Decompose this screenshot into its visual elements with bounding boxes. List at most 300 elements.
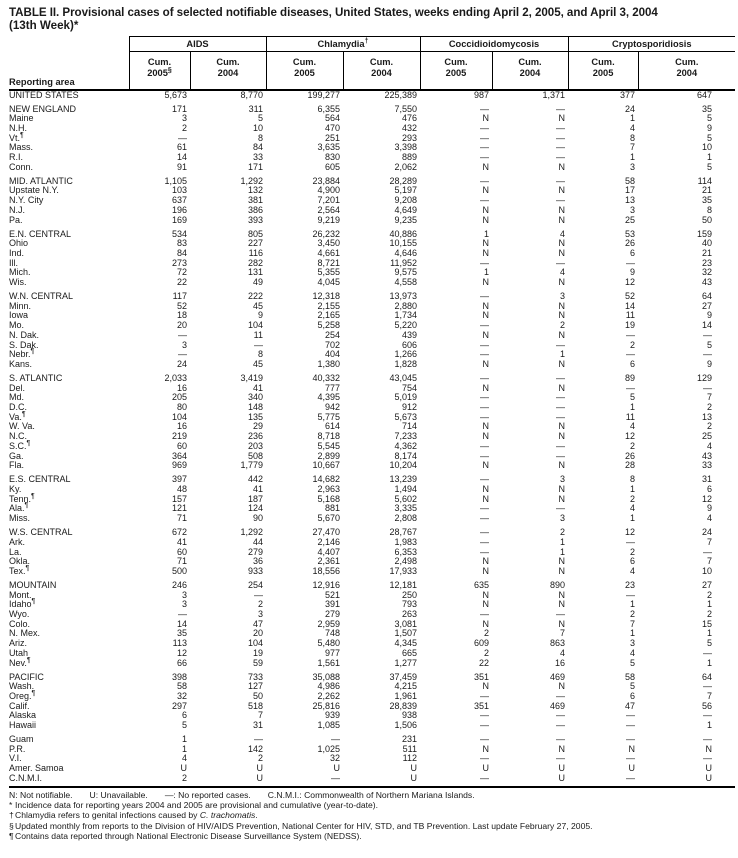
- table-row: [9, 673, 735, 683]
- cell-value: —: [556, 195, 566, 206]
- cell-value: 391: [324, 599, 340, 610]
- cell-value: 52: [176, 300, 187, 311]
- cell-value: 2,165: [317, 310, 340, 321]
- cell-value: 5: [707, 638, 713, 649]
- cell-value: 1: [707, 628, 713, 639]
- cell-value: 48: [176, 484, 187, 494]
- cell-value: N: [482, 238, 490, 249]
- table-row: [9, 413, 735, 423]
- cell-value: 13,973: [389, 291, 418, 302]
- cell-value: N: [482, 618, 490, 629]
- row-label: Del.: [9, 382, 26, 393]
- cell-value: 43: [702, 277, 713, 288]
- table-row: [9, 514, 735, 524]
- cell-value: —: [178, 609, 187, 620]
- cell-value: 702: [324, 339, 340, 350]
- cell-value: N: [558, 743, 566, 754]
- table-row: [9, 774, 735, 787]
- cell-value: 84: [252, 142, 263, 153]
- cell-value: 889: [401, 152, 418, 163]
- row-label: Tex.¶: [9, 564, 30, 576]
- cell-value: 293: [401, 132, 418, 143]
- cell-value: 27: [702, 300, 713, 311]
- cell-value: 7: [707, 690, 713, 701]
- row-label: Colo.: [9, 618, 31, 629]
- cell-value: —: [178, 329, 187, 340]
- cell-value: —: [556, 372, 566, 383]
- cell-value: N: [558, 421, 566, 432]
- cell-value: 2: [630, 609, 636, 620]
- row-label: Guam: [9, 734, 34, 745]
- cell-value: 5,775: [317, 411, 340, 422]
- row-label: N. Mex.: [9, 628, 41, 639]
- cell-value: 6: [630, 358, 636, 369]
- cell-value: 11: [625, 310, 636, 321]
- table-row: [9, 331, 735, 341]
- row-label: Va.¶: [9, 410, 26, 422]
- row-label: Mich.: [9, 267, 31, 278]
- footnotes: [9, 790, 735, 842]
- cell-value: N: [482, 565, 490, 576]
- cell-value: —: [480, 753, 490, 764]
- cell-value: 282: [247, 257, 263, 268]
- table-row: [9, 134, 735, 144]
- cell-value: —: [480, 175, 490, 186]
- cell-value: 863: [550, 638, 566, 649]
- cell-value: 3: [560, 513, 566, 524]
- cell-value: 2,899: [317, 450, 340, 461]
- cell-value: 19: [625, 320, 636, 331]
- table-row: [9, 239, 735, 249]
- cell-value: 5,258: [317, 320, 340, 331]
- cell-value: N: [558, 431, 566, 442]
- row-label: Minn.: [9, 300, 32, 311]
- cell-value: 3: [560, 474, 566, 485]
- cell-value: 121: [171, 503, 187, 514]
- cell-value: 890: [550, 579, 566, 590]
- cell-value: —: [556, 142, 566, 153]
- row-label: W. Va.: [9, 421, 35, 432]
- row-label: Ind.: [9, 247, 25, 258]
- column-header-coccidioidomycosis-cum-2005: Cum. 2005: [420, 52, 492, 90]
- cell-value: 89: [625, 372, 636, 383]
- cell-value: 805: [247, 228, 263, 239]
- cell-value: —: [556, 175, 566, 186]
- table-row: [9, 538, 735, 548]
- cell-value: —: [480, 320, 490, 331]
- cell-value: 8,174: [394, 450, 418, 461]
- cell-value: 830: [324, 152, 340, 163]
- cell-value: 5: [181, 720, 187, 731]
- legend-item: —: No reported cases.: [164, 789, 251, 800]
- cell-value: N: [482, 277, 490, 288]
- cell-value: 1: [181, 734, 187, 745]
- cell-value: N: [482, 113, 490, 124]
- row-label: Mo.: [9, 320, 25, 331]
- cell-value: U: [705, 763, 713, 774]
- cell-value: —: [703, 349, 713, 360]
- cell-value: 28,839: [389, 700, 418, 711]
- cell-value: 609: [473, 638, 490, 649]
- row-label: Calif.: [9, 700, 30, 711]
- cell-value: 21: [702, 185, 713, 196]
- cell-value: 614: [324, 421, 340, 432]
- cell-value: 534: [171, 228, 187, 239]
- cell-value: 4,986: [317, 681, 340, 692]
- cell-value: 80: [176, 402, 187, 413]
- cell-value: 16: [555, 657, 566, 668]
- row-label: Mont.: [9, 589, 32, 600]
- cell-value: —: [480, 513, 490, 524]
- cell-value: —: [480, 734, 490, 745]
- cell-value: 263: [401, 609, 418, 620]
- cell-value: 881: [324, 503, 340, 514]
- cell-value: —: [626, 349, 636, 360]
- cell-value: 25: [702, 431, 713, 442]
- cell-value: 733: [247, 671, 263, 682]
- row-label: Alaska: [9, 710, 37, 721]
- cell-value: —: [556, 103, 566, 114]
- cell-value: 5,670: [317, 513, 340, 524]
- cell-value: 117: [172, 291, 187, 302]
- cell-value: 5: [707, 113, 713, 124]
- cell-value: 3,450: [317, 238, 340, 249]
- cell-value: 2: [630, 546, 636, 557]
- cell-value: 637: [171, 195, 187, 206]
- cell-value: 205: [171, 392, 187, 403]
- cell-value: 132: [247, 185, 263, 196]
- cell-value: 2,062: [394, 161, 418, 172]
- cell-value: 49: [252, 277, 263, 288]
- cell-value: N: [482, 589, 490, 600]
- cell-value: 1: [630, 152, 636, 163]
- cell-value: U: [180, 763, 187, 774]
- cell-value: N: [558, 681, 566, 692]
- table-row: [9, 649, 735, 659]
- cell-value: 3,419: [240, 372, 263, 383]
- column-header-coccidioidomycosis-cum-2004: Cum. 2004: [492, 52, 568, 90]
- cell-value: 7: [707, 392, 713, 403]
- table-row: [9, 600, 735, 610]
- cell-value: 5,220: [394, 320, 418, 331]
- cell-value: 793: [401, 599, 418, 610]
- cell-value: N: [558, 329, 566, 340]
- cell-value: 606: [401, 339, 418, 350]
- cell-value: U: [256, 763, 263, 774]
- cell-value: 933: [247, 565, 263, 576]
- table-body: [9, 90, 735, 787]
- cell-value: 1: [707, 599, 713, 610]
- cell-value: 6: [630, 556, 636, 567]
- row-label: Md.: [9, 392, 25, 403]
- cell-value: 1,292: [240, 175, 263, 186]
- cell-value: —: [420, 774, 492, 787]
- cell-value: 1: [560, 349, 566, 360]
- row-label: Wis.: [9, 277, 27, 288]
- cell-value: 27,470: [312, 527, 340, 538]
- row-label: Mass.: [9, 142, 34, 153]
- cell-value: 3: [560, 291, 566, 302]
- cell-value: 635: [473, 579, 490, 590]
- cell-value: 26: [625, 238, 636, 249]
- cell-value: 4: [630, 122, 636, 133]
- cell-value: 279: [324, 609, 340, 620]
- cell-value: N: [482, 484, 490, 494]
- cell-value: N: [482, 204, 490, 215]
- cell-value: U: [410, 763, 418, 774]
- cell-value: 2: [560, 527, 566, 538]
- table-row: [9, 754, 735, 764]
- column-header-cryptosporidiosis-cum-2005: Cum. 2005: [568, 52, 638, 90]
- cell-value: —: [480, 392, 490, 403]
- cell-value: 2: [707, 402, 713, 413]
- cell-value: 397: [171, 474, 187, 485]
- cell-value: 225,389: [384, 89, 418, 100]
- cell-value: 1,734: [394, 310, 418, 321]
- cell-value: —: [703, 647, 713, 658]
- cell-value: 11: [625, 411, 636, 422]
- table-row: [9, 90, 735, 101]
- cell-value: N: [558, 238, 566, 249]
- cell-value: 2,262: [317, 690, 340, 701]
- cell-value: 31: [702, 474, 713, 485]
- row-label: Hawaii: [9, 720, 37, 731]
- cell-value: 969: [171, 460, 187, 471]
- cell-value: —: [556, 132, 566, 143]
- cell-value: 351: [473, 671, 490, 682]
- cell-value: —: [556, 440, 566, 451]
- cell-value: 104: [247, 320, 263, 331]
- footnote-symbol: ¶: [9, 831, 14, 842]
- cell-value: N: [558, 618, 566, 629]
- row-label: N.J.: [9, 204, 26, 215]
- cell-value: 18: [176, 310, 187, 321]
- cell-value: 196: [171, 204, 187, 215]
- cell-value: 508: [247, 450, 263, 461]
- row-label: Ala.¶: [9, 502, 29, 514]
- cell-value: —: [703, 710, 713, 721]
- cell-value: 2: [630, 440, 636, 451]
- cell-value: —: [703, 753, 713, 764]
- cell-value: U: [343, 774, 420, 787]
- cell-value: 5: [707, 339, 713, 350]
- cell-value: N: [558, 484, 566, 494]
- footnote-line: ¶Contains data reported through National Electronic Disease Surveillance System (NEDSS).: [9, 831, 362, 842]
- cell-value: —: [480, 257, 490, 268]
- cell-value: 7: [630, 142, 636, 153]
- cell-value: 7: [707, 556, 713, 567]
- cell-value: 127: [247, 681, 263, 692]
- table-row: [9, 114, 735, 124]
- row-label: Maine: [9, 113, 34, 124]
- cell-value: 1,277: [394, 657, 418, 668]
- cell-value: —: [556, 339, 566, 350]
- cell-value: 5,197: [394, 185, 418, 196]
- cell-value: 14: [176, 618, 187, 629]
- table-row: [9, 682, 735, 692]
- cell-value: 2: [257, 753, 263, 764]
- cell-value: 6: [181, 710, 187, 721]
- cell-value: N: [558, 493, 566, 504]
- reporting-area-header: Reporting area: [9, 76, 75, 87]
- cell-value: 157: [171, 493, 187, 504]
- cell-value: 3,081: [394, 618, 418, 629]
- cell-value: 32: [329, 753, 340, 764]
- cell-value: 476: [401, 113, 418, 124]
- cell-value: 3: [181, 599, 187, 610]
- cell-value: N: [482, 743, 490, 754]
- cell-value: 61: [176, 142, 187, 153]
- cell-value: 60: [176, 546, 187, 557]
- cell-value: 3: [630, 204, 636, 215]
- cell-value: 2: [181, 122, 187, 133]
- table-row: [9, 124, 735, 134]
- cell-value: 4,558: [394, 277, 418, 288]
- cell-value: N: [558, 382, 566, 393]
- cell-value: 251: [324, 132, 340, 143]
- cell-value: 8: [257, 349, 263, 360]
- cell-value: 14: [702, 320, 713, 331]
- cell-value: 14,682: [312, 474, 340, 485]
- row-label: W.N. CENTRAL: [9, 291, 74, 302]
- cell-value: 5: [630, 657, 636, 668]
- cell-value: 714: [401, 421, 418, 432]
- cell-value: 2: [484, 628, 490, 639]
- row-label: V.I.: [9, 753, 22, 764]
- cell-value: 8: [707, 204, 713, 215]
- cell-value: 199,277: [307, 89, 340, 100]
- cell-value: —: [703, 382, 713, 393]
- cell-value: 4,661: [317, 247, 340, 258]
- cell-value: —: [626, 329, 636, 340]
- cell-value: —: [331, 734, 340, 745]
- row-label: Fla.: [9, 460, 25, 471]
- cell-value: 35,088: [312, 671, 340, 682]
- cell-value: 9,575: [394, 267, 418, 278]
- cell-value: 33: [252, 152, 263, 163]
- table-header: [9, 37, 735, 90]
- row-label: Okla.: [9, 556, 31, 567]
- row-label: MID. ATLANTIC: [9, 175, 73, 186]
- cell-value: N: [482, 161, 490, 172]
- row-label: N.Y. City: [9, 195, 44, 206]
- cell-value: 44: [252, 536, 263, 547]
- row-label: Oreg.¶: [9, 689, 36, 701]
- cell-value: 17: [625, 185, 636, 196]
- cell-value: 24: [176, 358, 187, 369]
- cell-value: —: [556, 152, 566, 163]
- cell-value: 9,219: [317, 214, 340, 225]
- cell-value: 28,767: [389, 527, 418, 538]
- table-row: [9, 735, 735, 745]
- cell-value: N: [482, 329, 490, 340]
- cell-value: 1,494: [394, 484, 418, 494]
- cell-value: N: [482, 460, 490, 471]
- cell-value: 511: [402, 743, 418, 754]
- row-label: S. ATLANTIC: [9, 372, 63, 383]
- cell-value: 2,564: [317, 204, 340, 215]
- cell-value: 6,353: [394, 546, 418, 557]
- cell-value: 2: [129, 774, 190, 787]
- cell-value: —: [480, 402, 490, 413]
- cell-value: 5: [630, 392, 636, 403]
- cell-value: 56: [702, 700, 713, 711]
- cell-value: —: [480, 291, 490, 302]
- cell-value: 4: [630, 565, 636, 576]
- cell-value: 22: [479, 657, 490, 668]
- cell-value: 8,770: [240, 89, 263, 100]
- row-label: W.S. CENTRAL: [9, 527, 73, 538]
- cell-value: 564: [324, 113, 340, 124]
- cell-value: 254: [324, 329, 340, 340]
- cell-value: 2,808: [394, 513, 418, 524]
- row-label: S.C.¶: [9, 439, 31, 451]
- cell-value: 203: [247, 440, 263, 451]
- cell-value: 227: [247, 238, 263, 249]
- cell-value: 33: [702, 460, 713, 471]
- cell-value: N: [558, 113, 566, 124]
- cell-value: —: [480, 609, 490, 620]
- table-row: [9, 629, 735, 639]
- table-row: [9, 105, 735, 115]
- row-label: Kans.: [9, 358, 33, 369]
- cell-value: 13: [702, 411, 713, 422]
- cell-value: 148: [247, 402, 263, 413]
- row-label: Wyo.: [9, 609, 30, 620]
- cell-value: 10,667: [312, 460, 340, 471]
- cell-value: 754: [401, 382, 418, 393]
- row-label: La.: [9, 546, 22, 557]
- table-title-line1: TABLE II. Provisional cases of selected notifiable diseases, United States, weeks ending April 2, 2005, and April 3, 2004: [9, 6, 658, 19]
- cell-value: 4,649: [394, 204, 418, 215]
- cell-value: —: [626, 257, 636, 268]
- row-label: N.C.: [9, 431, 27, 442]
- cell-value: —: [480, 536, 490, 547]
- cell-value: —: [556, 450, 566, 461]
- cell-value: 8,718: [317, 431, 340, 442]
- cell-value: N: [558, 185, 566, 196]
- cell-value: 41: [252, 382, 263, 393]
- footnote-notes: [9, 800, 735, 842]
- cell-value: N: [558, 300, 566, 311]
- cell-value: 2: [560, 320, 566, 331]
- cell-value: 47: [625, 700, 636, 711]
- cell-value: N: [482, 358, 490, 369]
- cell-value: 2,155: [317, 300, 340, 311]
- cell-value: 171: [247, 161, 263, 172]
- column-group-chlamydia: Chlamydia†: [266, 37, 420, 52]
- cell-value: 10,155: [389, 238, 418, 249]
- cell-value: N: [482, 681, 490, 692]
- cell-value: N: [558, 358, 566, 369]
- cell-value: 4,215: [394, 681, 418, 692]
- cell-value: 53: [625, 228, 636, 239]
- cell-value: 14: [625, 300, 636, 311]
- cell-value: 2: [630, 339, 636, 350]
- cell-value: 13: [625, 195, 636, 206]
- cell-value: 35: [176, 628, 187, 639]
- footnote-line: *Incidence data for reporting years 2004 and 2005 are provisional and cumulative (year-to-date).: [9, 799, 379, 810]
- cell-value: 1,292: [240, 527, 263, 538]
- cell-value: 16: [176, 421, 187, 432]
- cell-value: —: [703, 681, 713, 692]
- cell-value: 2,963: [317, 484, 340, 494]
- cell-value: —: [480, 690, 490, 701]
- cell-value: —: [556, 402, 566, 413]
- table-row: [9, 591, 735, 601]
- cell-value: 21: [702, 247, 713, 258]
- cell-value: —: [480, 132, 490, 143]
